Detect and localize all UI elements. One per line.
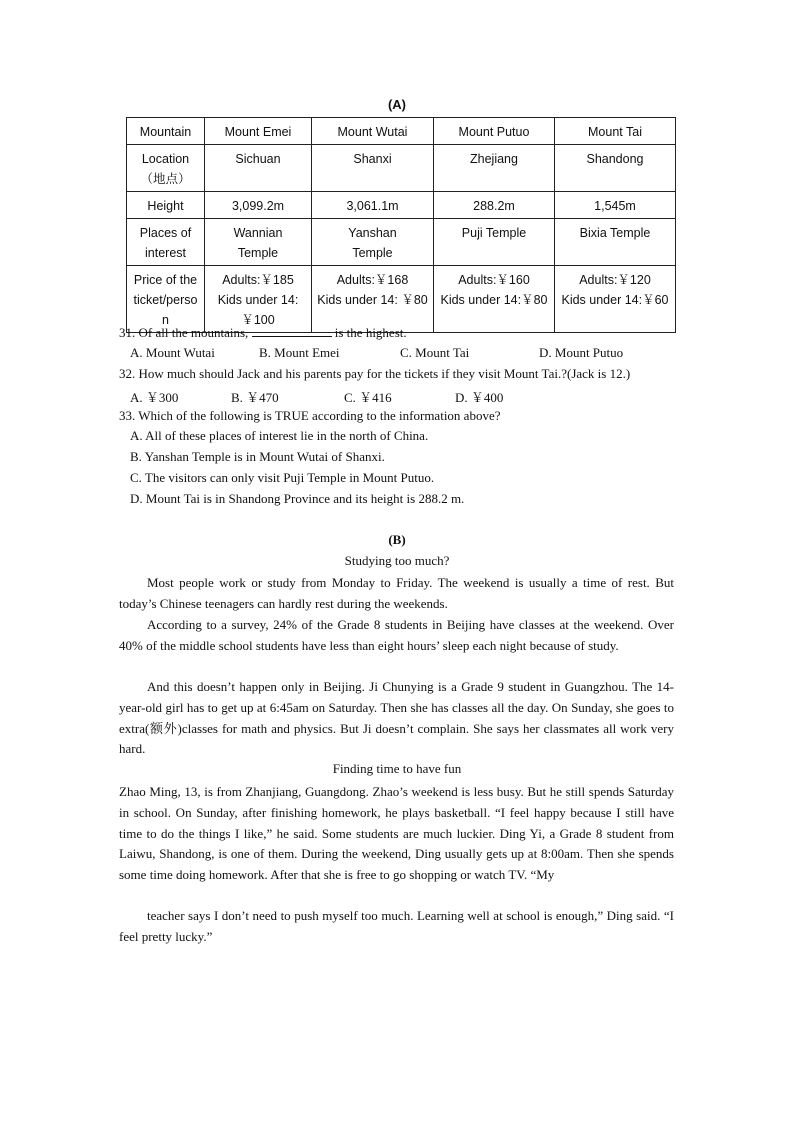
mountain-info-table <box>126 117 676 333</box>
question-32-options <box>130 387 690 405</box>
table-cell: Shandong <box>555 145 676 192</box>
paragraph-5: teacher says I don’t need to push myself too much. Learning well at school is enough,” Ding said. “I feel pretty lucky.” <box>119 908 674 944</box>
question-31 <box>119 324 407 341</box>
question-33: 33. Which of the following is TRUE according to the information above? <box>119 408 501 423</box>
paragraph-2: According to a survey, 24% of the Grade 8 students in Beijing have classes at the weekend. Over 40% of the middle school students have less than eight hours’ sleep each night because of study. <box>119 617 674 653</box>
table-cell: Shanxi <box>312 145 434 192</box>
cell-line: Adults:￥120 <box>579 273 651 287</box>
question-32: 32. How much should Jack and his parents pay for the tickets if they visit Mount Tai.?(Jack is 12.) <box>119 366 631 381</box>
paragraph-3: And this doesn’t happen only in Beijing. Ji Chunying is a Grade 9 student in Guangzhou. The 14-year-old girl has to get up at 6:45am on Saturday. Then she has classes all the day. On Sunday, she goes to extra(额外)classes for math and physics. But Ji doesn’t complain. She says her classmates all work very hard. <box>119 679 674 757</box>
option-d: D. ￥400 <box>455 390 504 405</box>
table-cell <box>555 219 676 266</box>
row-label: Places of <box>139 226 192 240</box>
table-cell <box>127 219 205 266</box>
cell-line: Puji Temple <box>461 226 527 240</box>
table-cell <box>434 219 555 266</box>
table-cell <box>205 266 312 333</box>
cell-line: Wannian <box>233 226 283 240</box>
table-cell <box>127 266 205 333</box>
row-label: （地点） <box>140 172 191 186</box>
option-a: A. All of these places of interest lie in the north of China. <box>130 428 429 443</box>
row-label: interest <box>145 246 186 260</box>
option-b: B. Yanshan Temple is in Mount Wutai of Shanxi. <box>130 449 385 464</box>
table-cell: 288.2m <box>434 192 555 219</box>
row-label: n <box>162 313 169 327</box>
question-stem: is the highest. <box>331 325 407 340</box>
table-cell <box>127 145 205 192</box>
option-a: A. ￥300 <box>130 390 179 405</box>
table-cell: Zhejiang <box>434 145 555 192</box>
table-row-location <box>127 145 676 192</box>
row-label: Location <box>141 152 190 166</box>
cell-line: Temple <box>237 246 279 260</box>
cell-line: Adults:￥160 <box>458 273 530 287</box>
table-cell: Sichuan <box>205 145 312 192</box>
table-row-header <box>127 118 676 145</box>
table-cell: 3,061.1m <box>312 192 434 219</box>
answer-blank <box>252 324 332 337</box>
table-row-places <box>127 219 676 266</box>
table-cell: Mount Wutai <box>312 118 434 145</box>
cell-line: Temple <box>352 246 393 260</box>
table-row-height <box>127 192 676 219</box>
cell-line: Adults:￥185 <box>222 273 294 287</box>
option-c: C. Mount Tai <box>400 345 470 360</box>
table-cell: Mountain <box>127 118 205 145</box>
cell-line: Kids under 14: ￥80 <box>317 293 428 307</box>
cell-line: Kids under 14:￥60 <box>561 293 669 307</box>
table-cell: Mount Emei <box>205 118 312 145</box>
cell-line: Bixia Temple <box>579 226 651 240</box>
table-cell <box>434 266 555 333</box>
table-cell <box>312 219 434 266</box>
option-d: D. Mount Tai is in Shandong Province and its height is 288.2 m. <box>130 491 465 506</box>
row-label: Price of the <box>133 273 198 287</box>
table-cell: Height <box>127 192 205 219</box>
question-31-options <box>130 345 690 363</box>
section-b-title: (B) <box>388 532 406 547</box>
option-d: D. Mount Putuo <box>539 345 624 360</box>
option-c: C. The visitors can only visit Puji Temple in Mount Putuo. <box>130 470 435 485</box>
option-a: A. Mount Wutai <box>130 345 215 360</box>
table-cell <box>205 219 312 266</box>
table-row-price <box>127 266 676 333</box>
table-cell: 3,099.2m <box>205 192 312 219</box>
passage-heading-1: Studying too much? <box>344 553 450 568</box>
passage-heading-2: Finding time to have fun <box>332 761 462 776</box>
option-b: B. Mount Emei <box>259 345 340 360</box>
paragraph-4: Zhao Ming, 13, is from Zhanjiang, Guangdong. Zhao’s weekend is less busy. But he still spends Saturday in school. On Sunday, after finishing homework, he plays basketball. “I feel happy because I still have time to do the things I like,” he said. Some students are much luckier. Ding Yi, a Grade 8 student from Laiwu, Shandong, is one of them. During the weekend, Ding usually gets up at 8:00am. Then she spends some time doing homework. After that she is free to go shopping or watch TV. “My <box>119 784 674 883</box>
option-b: B. ￥470 <box>231 390 279 405</box>
cell-line: Kids under 14: <box>217 293 299 307</box>
option-c: C. ￥416 <box>344 390 392 405</box>
question-stem: 31. Of all the mountains, <box>119 325 252 340</box>
table-cell: 1,545m <box>555 192 676 219</box>
paragraph-1: Most people work or study from Monday to Friday. The weekend is usually a time of rest. But today’s Chinese teenagers can hardly rest during the weekends. <box>119 575 674 611</box>
table-cell: Mount Putuo <box>434 118 555 145</box>
cell-line: Yanshan <box>348 226 397 240</box>
table-cell: Mount Tai <box>555 118 676 145</box>
table-cell <box>312 266 434 333</box>
row-label: ticket/perso <box>133 293 198 307</box>
cell-line: ￥100 <box>241 313 275 327</box>
table-cell <box>555 266 676 333</box>
cell-line: Adults:￥168 <box>336 273 409 287</box>
cell-line: Kids under 14:￥80 <box>440 293 548 307</box>
section-a-title: (A) <box>387 97 407 112</box>
